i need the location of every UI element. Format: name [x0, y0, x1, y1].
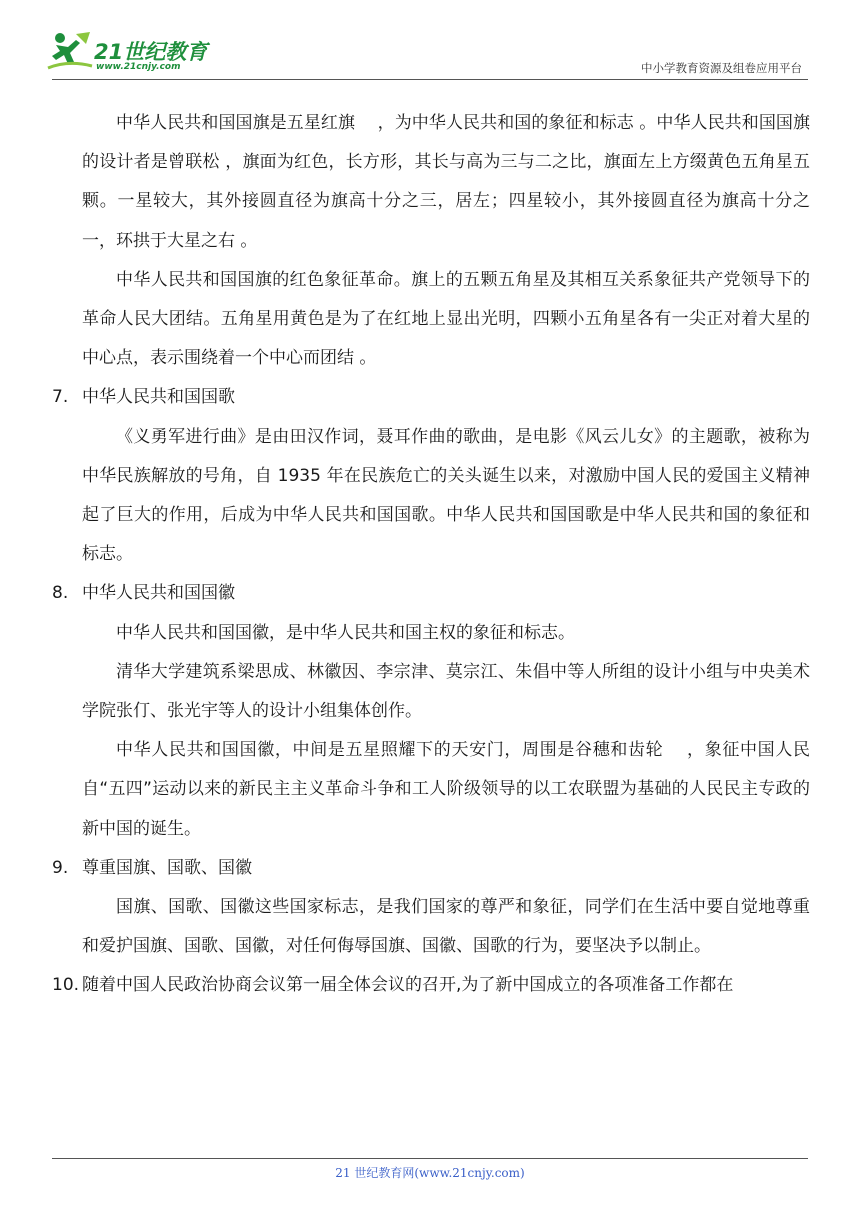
paragraph-flag-meaning: 中华人民共和国国旗的红色象征革命。旗上的五颗五角星及其相互关系象征共产党领导下的革命人民大团结。五角星用黄色是为了在红地上显出光明，四颗小五角星各有一尖正对着大星的中心点，表示围绕着一个中心而团结 。: [82, 269, 810, 369]
list-number-9: 9.: [52, 857, 69, 878]
footer-link[interactable]: 21 世纪教育网(www.21cnjy.com): [335, 1166, 525, 1180]
list-number-10: 10.: [52, 975, 80, 996]
list-item-10-heading: [52, 966, 810, 1005]
list-number-8: 8.: [52, 583, 69, 604]
runner-icon: [46, 30, 94, 74]
paragraph-anthem: 《义勇军进行曲》是由田汉作词，聂耳作曲的歌曲，是电影《风云儿女》的主题歌，被称为中华民族解放的号角，自 1935 年在民族危亡的关头诞生以来，对激励中国人民的爱国主义精神起了巨大的作用，后成为中华人民共和国国歌。中华人民共和国国歌是中华人民共和国的象征和标志。: [82, 426, 810, 565]
document-body: [52, 104, 810, 1006]
page-header: [0, 0, 860, 82]
paragraph-emblem-design: 清华大学建筑系梁思成、林徽因、李宗津、莫宗江、朱倡中等人所组的设计小组与中央美术学院张仃、张光宇等人的设计小组集体创作。: [82, 661, 810, 722]
list-item-7-title: 中华人民共和国国歌: [82, 387, 235, 408]
list-item-9-heading: [52, 849, 810, 888]
list-item-7-heading: [52, 378, 810, 417]
list-item-10-text: 随着中国人民政治协商会议第一届全体会议的召开,为了新中国成立的各项准备工作都在: [82, 975, 734, 996]
logo-url: www.21cnjy.com: [96, 62, 181, 72]
list-item-8-title: 中华人民共和国国徽: [82, 583, 235, 604]
paragraph-respect: 国旗、国歌、国徽这些国家标志，是我们国家的尊严和象征，同学们在生活中要自觉地尊重和爱护国旗、国歌、国徽，对任何侮辱国旗、国徽、国歌的行为，要坚决予以制止。: [82, 897, 810, 957]
paragraph-emblem-meaning: 中华人民共和国国徽，中间是五星照耀下的天安门，周围是谷穗和齿轮 ，象征中国人民自“五四”运动以来的新民主主义革命斗争和工人阶级领导的以工农联盟为基础的人民民主专政的新中国的诞生。: [82, 740, 810, 839]
list-number-7: 7.: [52, 387, 69, 408]
header-slogan: 中小学教育资源及组卷应用平台: [641, 61, 802, 75]
logo-text: 21世纪教育: [94, 40, 208, 64]
site-logo[interactable]: [46, 30, 216, 78]
header-divider: [52, 79, 808, 80]
list-item-8-heading: [52, 574, 810, 613]
list-item-9-title: 尊重国旗、国歌、国徽: [82, 857, 252, 878]
paragraph-flag-intro: 中华人民共和国国旗是五星红旗 ，为中华人民共和国的象征和标志 。中华人民共和国国旗的设计者是曾联松 ，旗面为红色，长方形，其长与高为三与二之比，旗面左上方缀黄色五角星五颗。一星较大，其外接圆直径为旗高十分之三，居左；四星较小，其外接圆直径为旗高十分之一，环拱于大星之右 。: [82, 113, 810, 251]
paragraph-emblem-intro: 中华人民共和国国徽，是中华人民共和国主权的象征和标志。: [116, 622, 575, 643]
footer-divider: [52, 1158, 808, 1159]
